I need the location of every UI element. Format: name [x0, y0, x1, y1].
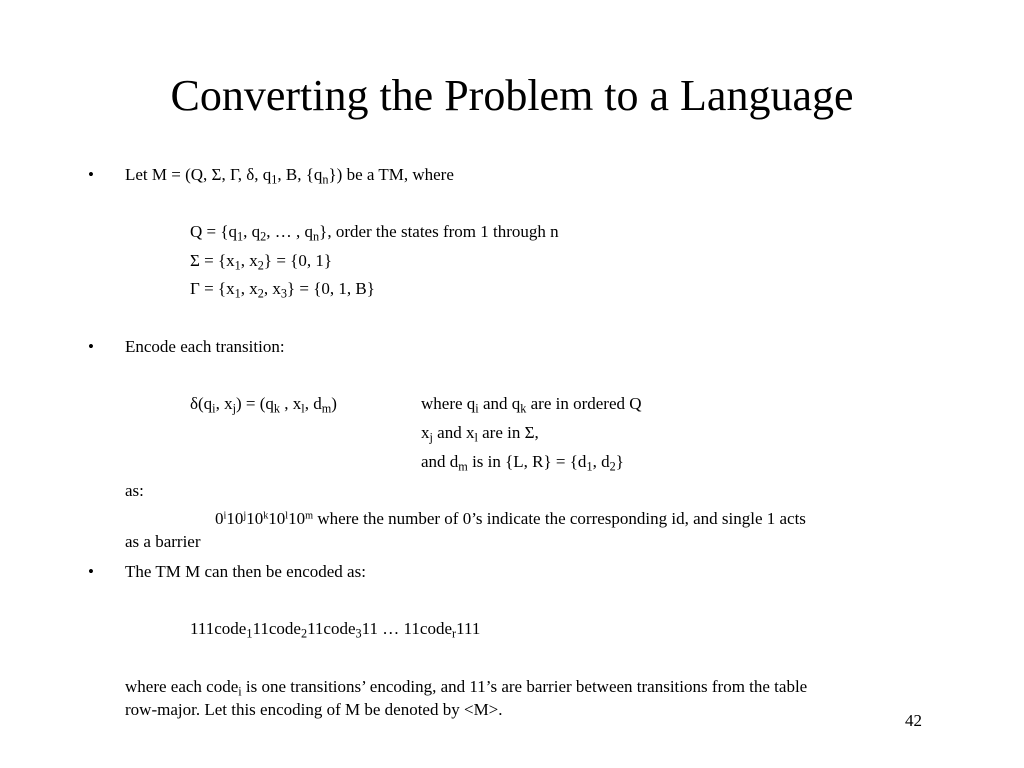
bullet-1-text: Let M = (Q, Σ, Γ, δ, $q_1$, B, $\{q_n\}$) be a TM, where [125, 165, 454, 187]
bullet-3-marker: • [88, 562, 94, 581]
where-states-note: where $q_i$ and $q_k$ are in ordered Q [421, 394, 642, 416]
transition-encoding: 0$^i$10$^j$10$^k$10$^l$10$^m$ where the number of 0’s indicate the corresponding id, and single 1 acts [215, 509, 806, 528]
bullet-2-marker: • [88, 337, 94, 356]
tape-alphabet-definition: $\Gamma = \{x_1$, $x_2$, $x_3\} = \{0$, 1, B} [190, 279, 375, 301]
slide-title: Converting the Problem to a Language [170, 71, 854, 120]
encoding-explanation-line-2: row-major. Let this encoding of M be denoted by <M>. [125, 700, 503, 719]
transition-function: $\delta(q_i$, $x_j) = (q_k$ , $x_l$, $d_m$) [190, 394, 337, 416]
bullet-1-marker: • [88, 165, 94, 184]
tm-encoding: 111code$_1$11code$_2$11code$_3$11 … 11code$_r$111 [190, 619, 481, 641]
bullet-3-text: The TM M can then be encoded as: [125, 562, 366, 581]
bullet-2-text: Encode each transition: [125, 337, 285, 356]
encoding-explanation-line-1: where each code$_i$ is one transitions’ encoding, and 11’s are barrier between transitions from the table [125, 677, 808, 699]
page-number: 42 [905, 711, 922, 730]
as-label: as: [125, 481, 144, 500]
states-definition: $Q = \{q_1$, $q_2$, … , $q_n$}, order the states from 1 through n [190, 222, 559, 244]
where-symbols-note: $x_j$ and $x_l$ are in Σ, [421, 423, 539, 445]
input-alphabet-definition: $\Sigma = \{x_1$, $x_2\} = \{0$, 1} [190, 251, 332, 273]
transition-encoding-continued: as a barrier [125, 532, 201, 551]
where-direction-note: and $d_m$ is in {L, $R\} = \{d_1$, $d_2$} [421, 452, 624, 474]
